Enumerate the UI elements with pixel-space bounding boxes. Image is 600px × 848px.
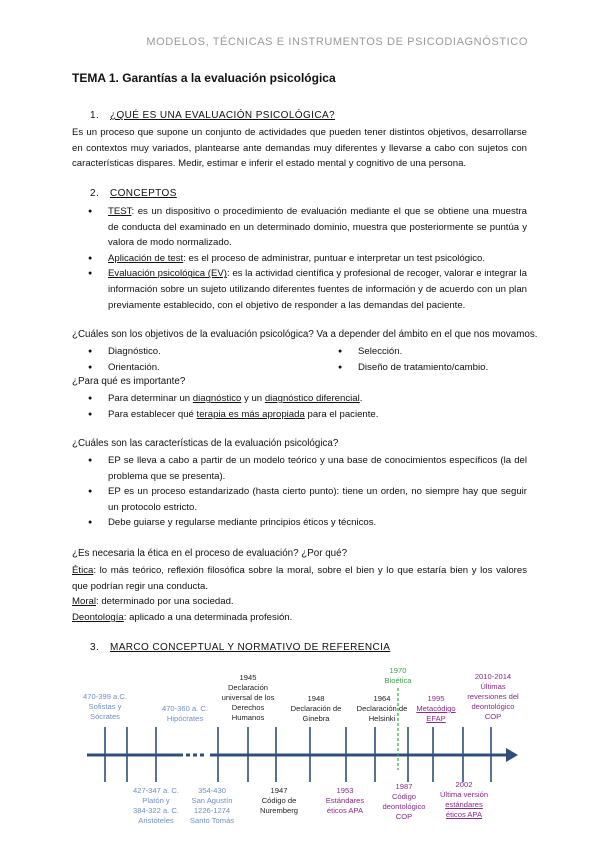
event-label: Aristóteles [138, 816, 174, 825]
event-label: Metacódigo [416, 704, 456, 713]
event-year: 2002 [455, 780, 473, 789]
objectives-right-column [336, 344, 488, 375]
event-year: 384-322 a. C. [132, 806, 179, 815]
event-year: 354-430 [198, 786, 226, 795]
section-label: CONCEPTOS [110, 188, 177, 199]
event-label: Código de [261, 796, 297, 805]
list-item: ● EP se lleva a cabo a partir de un modelo teórico y una base de conocimientos específicos (la del problema que se presenta). [86, 453, 527, 484]
text: . [359, 393, 363, 404]
event-label: Santo Tomás [189, 816, 235, 825]
event-label: Derechos [231, 703, 265, 712]
term: Deontología [72, 612, 124, 623]
definition: : lo más teórico, reflexión filosófica sobre la moral, sobre el bien y lo que estaría bien y los valores que podrían regir una conducta. [72, 565, 527, 592]
event-label: EFAP [426, 714, 446, 723]
list-item [86, 407, 527, 423]
event-label: estándares [445, 800, 483, 809]
list-item [86, 251, 527, 267]
section-3-heading [90, 642, 390, 653]
term: TEST [108, 206, 132, 217]
page-header: MODELOS, TÉCNICAS E INSTRUMENTOS DE PSICODIAGNÓSTICO [146, 36, 528, 48]
event-cop-1987 [378, 782, 430, 822]
event-label: COP [484, 712, 502, 721]
emphasis: terapia es más apropiada [196, 408, 305, 420]
event-label: Bioética [384, 676, 412, 685]
event-nuremberg [254, 786, 304, 816]
event-year: 470-399 a.C. [83, 692, 127, 701]
event-year: 470-360 a. C. [161, 704, 208, 713]
text: y un [241, 393, 265, 404]
definition: : aplicado a una determinada profesión. [123, 612, 293, 623]
deontology-definition [72, 610, 527, 626]
definition: : es la actividad científica y profesional de recoger, valorar e integrar la información sobre un sujeto utilizando diferentes fuentes de información y de acuerdo con un plan previamente establecido, con el objetivo de responder a las demandas del paciente. [108, 268, 527, 311]
importance-question: ¿Para qué es importante? [72, 376, 186, 387]
event-cop-revisions [460, 672, 526, 722]
event-year: 1964 [373, 694, 391, 703]
event-year: 1995 [427, 694, 445, 703]
event-ginebra [286, 694, 346, 724]
importance-list [86, 391, 527, 422]
timeline-ticks [105, 727, 491, 782]
event-bioetica [378, 666, 418, 686]
event-label: Hipócrates [166, 714, 204, 723]
event-label: Estándares [325, 796, 365, 805]
event-label: Humanos [231, 713, 265, 722]
event-platon-aristoteles [124, 786, 188, 826]
event-year: 1947 [270, 786, 288, 795]
event-label: Sócrates [90, 712, 120, 721]
event-label: San Agustín [191, 796, 233, 805]
event-sofistas [75, 692, 135, 722]
event-year: 1970 [389, 666, 407, 675]
moral-definition [72, 594, 527, 610]
objectives-left-column [86, 344, 161, 375]
event-label: éticos APA [326, 806, 364, 815]
event-label: Ginebra [302, 714, 330, 723]
axis-arrowhead [506, 748, 518, 762]
event-year: 2010-2014 [474, 672, 512, 681]
term: Evaluación psicológica (EV) [108, 268, 227, 280]
objectives-list [86, 344, 527, 376]
event-label: Sofistas y [88, 702, 122, 711]
event-year: 1226-1274 [193, 806, 231, 815]
event-label: Helsinki [368, 714, 396, 723]
text: Para establecer qué [108, 408, 197, 420]
section-number: 3. [90, 642, 100, 653]
definition: : es el proceso de administrar, puntuar e interpretar un test psicológico. [183, 252, 486, 264]
list-item: ● Debe guiarse y regularse mediante principios éticos y técnicos. [86, 515, 527, 531]
event-label: Declaración de [290, 704, 342, 713]
event-label: reversiones del [467, 692, 519, 701]
ethics-question: ¿Es necesaria la ética en el proceso de evaluación? ¿Por qué? [72, 548, 348, 559]
list-item: ● Diseño de tratamiento/cambio. [336, 360, 488, 376]
event-label: Declaración [227, 683, 269, 692]
event-label: Declaración de [356, 704, 408, 713]
characteristics-list [86, 453, 527, 531]
characteristics-question: ¿Cuáles son las características de la evaluación psicológica? [72, 438, 339, 449]
event-year: 1953 [336, 786, 354, 795]
term: Moral [72, 596, 96, 607]
event-apa-2002 [432, 780, 496, 820]
event-year: 1948 [307, 694, 325, 703]
section-1-heading [90, 110, 335, 121]
event-label: Nuremberg [260, 806, 298, 815]
term: Ética [72, 565, 94, 576]
timeline-axis [87, 748, 518, 762]
section-1-text: Es un proceso que supone un conjunto de actividades que pueden tener distintos objetivos, desarrollarse en contextos muy variados, plantearse ante demandas muy diferentes y llevarse a cabo con sujetos con características dispares. Medir, estimar e inferir el estado mental y cognitivo de una persona. [72, 127, 527, 170]
event-label: universal de los [221, 693, 275, 702]
event-label: COP [395, 812, 413, 821]
event-agustin-tomas [183, 786, 241, 826]
page-title: TEMA 1. Garantías a la evaluación psicológica [72, 71, 336, 85]
section-label: ¿QUÉ ES UNA EVALUACIÓN PSICOLÓGICA? [110, 110, 335, 121]
emphasis: diagnóstico [192, 393, 242, 404]
ethics-definition [72, 563, 527, 594]
section-number: 1. [90, 110, 100, 121]
event-hipocrates [154, 704, 216, 724]
list-item: ● Diagnóstico. [86, 344, 161, 360]
list-item: ● EP es un proceso estandarizado (hasta cierto punto): tiene un orden, no siempre hay que seguir un protocolo estricto. [86, 484, 527, 515]
event-year: 427-347 a. C. [132, 786, 179, 795]
section-label: MARCO CONCEPTUAL Y NORMATIVO DE REFERENCIA [110, 642, 391, 653]
objectives-question: ¿Cuáles son los objetivos de la evaluación psicológica? Va a depender del ámbito en el que nos movamos. [72, 329, 538, 340]
event-label: Código [391, 792, 417, 801]
text: para el paciente. [304, 408, 379, 420]
term: Aplicación de test [108, 252, 184, 264]
event-apa-1953 [320, 786, 370, 816]
event-label: Últimas [480, 682, 506, 691]
concepts-list [86, 204, 527, 313]
event-helsinki [353, 694, 411, 724]
event-label: Última versión [439, 790, 489, 799]
emphasis: diagnóstico diferencial [264, 393, 360, 404]
list-item: ● Selección. [336, 344, 488, 360]
event-label: deontológico [471, 702, 515, 711]
list-item [86, 204, 527, 251]
event-label: Platón y [142, 796, 170, 805]
event-year: 1987 [395, 782, 413, 791]
event-year: 1945 [239, 673, 257, 682]
section-number: 2. [90, 188, 100, 199]
list-item [86, 266, 527, 313]
section-2-heading [90, 188, 177, 199]
list-item: ● Orientación. [86, 360, 161, 376]
definition: : es un dispositivo o procedimiento de evaluación mediante el que se obtiene una muestra de conducta del examinado en un determinado dominio, muestra que posteriormente se puntúa y valora de modo normalizado. [108, 206, 527, 249]
event-ddhh [213, 673, 283, 723]
text: Para determinar un [108, 393, 193, 404]
definition: : determinado por una sociedad. [96, 596, 234, 607]
event-efap [411, 694, 461, 724]
event-label: éticos APA [445, 810, 483, 819]
event-label: deontológico [382, 802, 426, 811]
list-item [86, 391, 527, 407]
